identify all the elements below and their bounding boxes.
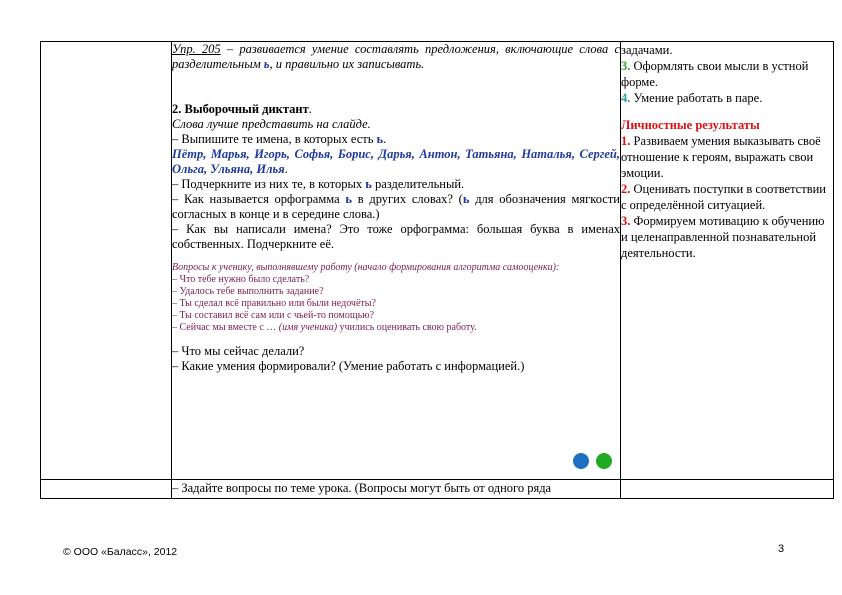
soft-sign: ь	[263, 57, 270, 71]
self-evaluation-block	[172, 262, 620, 334]
task-capital-letter: – Как вы написали имена? Это тоже орфограмма: большая буква в именах собственных. Подчеркните её.	[172, 222, 620, 251]
summary-question: – Какие умения формировали? (Умение работать с информацией.)	[172, 359, 525, 373]
dictation-heading: 2. Выборочный диктант.	[172, 102, 312, 116]
task-orthogram: – Как называется орфограмма ь в других словах? (ь для обозначения мягкости согласных в конце и в середине слова.)	[172, 192, 620, 221]
content-cell	[172, 42, 621, 480]
green-circle-marker	[596, 453, 612, 469]
blue-circle-marker	[573, 453, 589, 469]
results-continuation: задачами.	[621, 43, 673, 57]
stage-cell	[41, 480, 172, 499]
names-list: Пётр, Марья, Игорь, Софья, Борис, Дарья, Антон, Татьяна, Наталья, Сергей, Ольга, Ульяна, Илья.	[172, 147, 620, 176]
copyright-footer: © ООО «Баласс», 2012	[63, 546, 178, 558]
exercise-ref: Упр. 205	[172, 42, 221, 56]
self-eval-question: – Ты составил всё сам или с чьей-то помощью?	[172, 310, 375, 321]
table-row	[41, 42, 834, 480]
self-eval-question: – Ты сделал всё правильно или были недочёты?	[172, 298, 376, 309]
personal-results-heading: Личностные результаты	[621, 118, 760, 132]
personal-item: 3. Формируем мотивацию к обучению и целенаправленной познавательной деятельности.	[621, 214, 825, 260]
page-number: 3	[778, 543, 785, 555]
slide-note: Слова лучше представить на слайде.	[172, 117, 371, 131]
table-row	[41, 480, 834, 499]
personal-item: 1. Развиваем умения выказывать своё отношение к героям, выражать свои эмоции.	[621, 134, 821, 180]
summary-question: – Что мы сейчас делали?	[172, 344, 305, 358]
results-cell	[621, 42, 834, 480]
task-underline: – Подчеркните из них те, в которых ь разделительный.	[172, 177, 465, 191]
personal-item: 2. Оценивать поступки в соответствии с определённой ситуацией.	[621, 182, 826, 212]
content-cell	[172, 480, 621, 499]
task-write-names: – Выпишите те имена, в которых есть ь.	[172, 132, 387, 146]
exercise-paragraph: Упр. 205 – развивается умение составлять предложения, включающие слова с разделительным ь, и правильно их записывать.	[172, 42, 620, 71]
results-item: 3. Оформлять свои мысли в устной форме.	[621, 59, 809, 89]
questions-task: – Задайте вопросы по теме урока. (Вопросы могут быть от одного ряда	[172, 481, 552, 495]
self-eval-question: – Что тебе нужно было сделать?	[172, 274, 310, 285]
results-item: 4. Умение работать в паре.	[621, 91, 763, 105]
self-eval-closing: – Сейчас мы вместе с … (имя ученика) учились оценивать свою работу.	[172, 322, 477, 333]
results-cell	[621, 480, 834, 499]
lesson-table	[40, 41, 834, 499]
self-eval-question: – Удалось тебе выполнить задание?	[172, 286, 324, 297]
self-eval-intro: Вопросы к ученику, выполнявшему работу (начало формирования алгоритма самооценки):	[172, 262, 560, 273]
stage-cell	[41, 42, 172, 480]
